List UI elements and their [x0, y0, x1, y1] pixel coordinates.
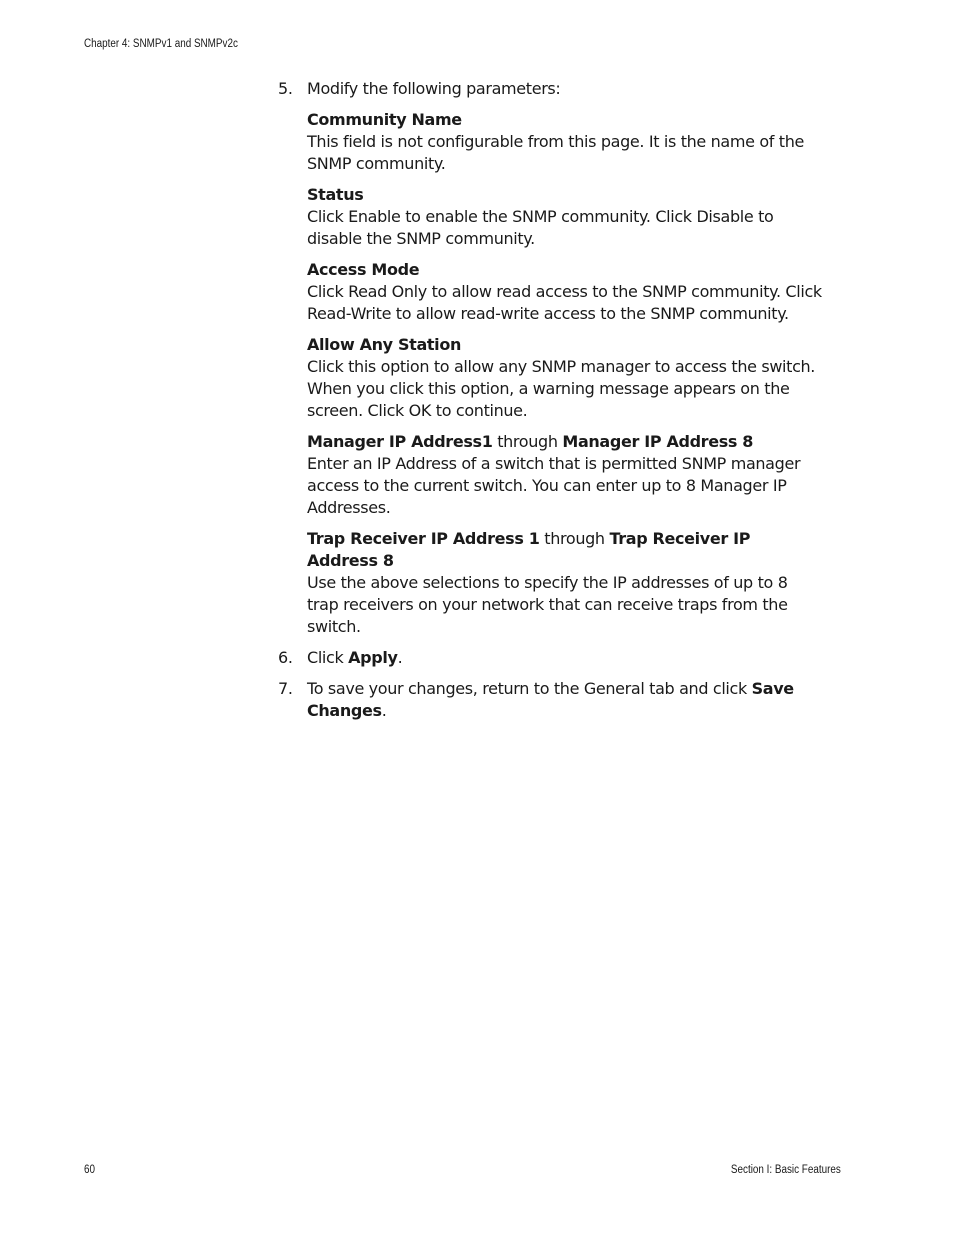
- param-title-start: Trap Receiver IP Address 1: [307, 529, 540, 548]
- param-title-end: Trap Receiver IP Address 8: [307, 529, 751, 570]
- param-description: Use the above selections to specify the IP addresses of up to 8 trap receivers on your network that can receive traps from the switch.: [307, 573, 788, 636]
- running-header: Chapter 4: SNMPv1 and SNMPv2c: [84, 38, 238, 50]
- page-number: 60: [84, 1164, 96, 1176]
- step-number: 5.: [278, 79, 293, 98]
- step-text-prefix: Click: [307, 648, 349, 667]
- param-description: Click this option to allow any SNMP manager to access the switch. When you click this option, a warning message appears on the screen. Click OK to continue.: [307, 357, 816, 420]
- through-text: through: [539, 529, 610, 548]
- section-title: Section I: Basic Features: [731, 1164, 841, 1176]
- apply-label: Apply: [348, 648, 398, 667]
- param-title-line: [307, 431, 823, 453]
- param-description: Click Enable to enable the SNMP community. Click Disable to disable the SNMP community.: [307, 207, 774, 248]
- step-text-prefix: To save your changes, return to the General tab and click: [307, 679, 752, 698]
- param-title-line: [307, 528, 823, 572]
- param-title: Allow Any Station: [307, 335, 462, 354]
- step-5: [278, 78, 823, 100]
- step-text-suffix: .: [397, 648, 403, 667]
- step-text-suffix: .: [381, 701, 387, 720]
- param-allow-any-station: [307, 334, 823, 422]
- param-access-mode: [307, 259, 823, 325]
- param-manager-ip-address: [307, 431, 823, 519]
- param-description: This field is not configurable from this page. It is the name of the SNMP community.: [307, 132, 805, 173]
- param-title-start: Manager IP Address1: [307, 432, 493, 451]
- param-title: Community Name: [307, 110, 462, 129]
- step-text: [307, 678, 823, 722]
- param-status: [307, 184, 823, 250]
- step-text: [307, 647, 823, 669]
- through-text: through: [492, 432, 563, 451]
- step-6: [278, 647, 823, 669]
- param-community-name: [307, 109, 823, 175]
- document-body: [278, 78, 823, 731]
- save-changes-label: Save Changes: [307, 679, 794, 720]
- param-title: Access Mode: [307, 260, 420, 279]
- param-title-end: Manager IP Address 8: [562, 432, 754, 451]
- step-7: [278, 678, 823, 722]
- param-description: Enter an IP Address of a switch that is permitted SNMP manager access to the current switch. You can enter up to 8 Manager IP Addresses.: [307, 454, 801, 517]
- step-number: 7.: [278, 679, 293, 698]
- step-number: 6.: [278, 648, 293, 667]
- step-text: Modify the following parameters:: [307, 79, 561, 98]
- param-description: Click Read Only to allow read access to the SNMP community. Click Read-Write to allow read-write access to the SNMP community.: [307, 282, 822, 323]
- param-title: Status: [307, 185, 364, 204]
- param-trap-receiver-ip-address: [307, 528, 823, 638]
